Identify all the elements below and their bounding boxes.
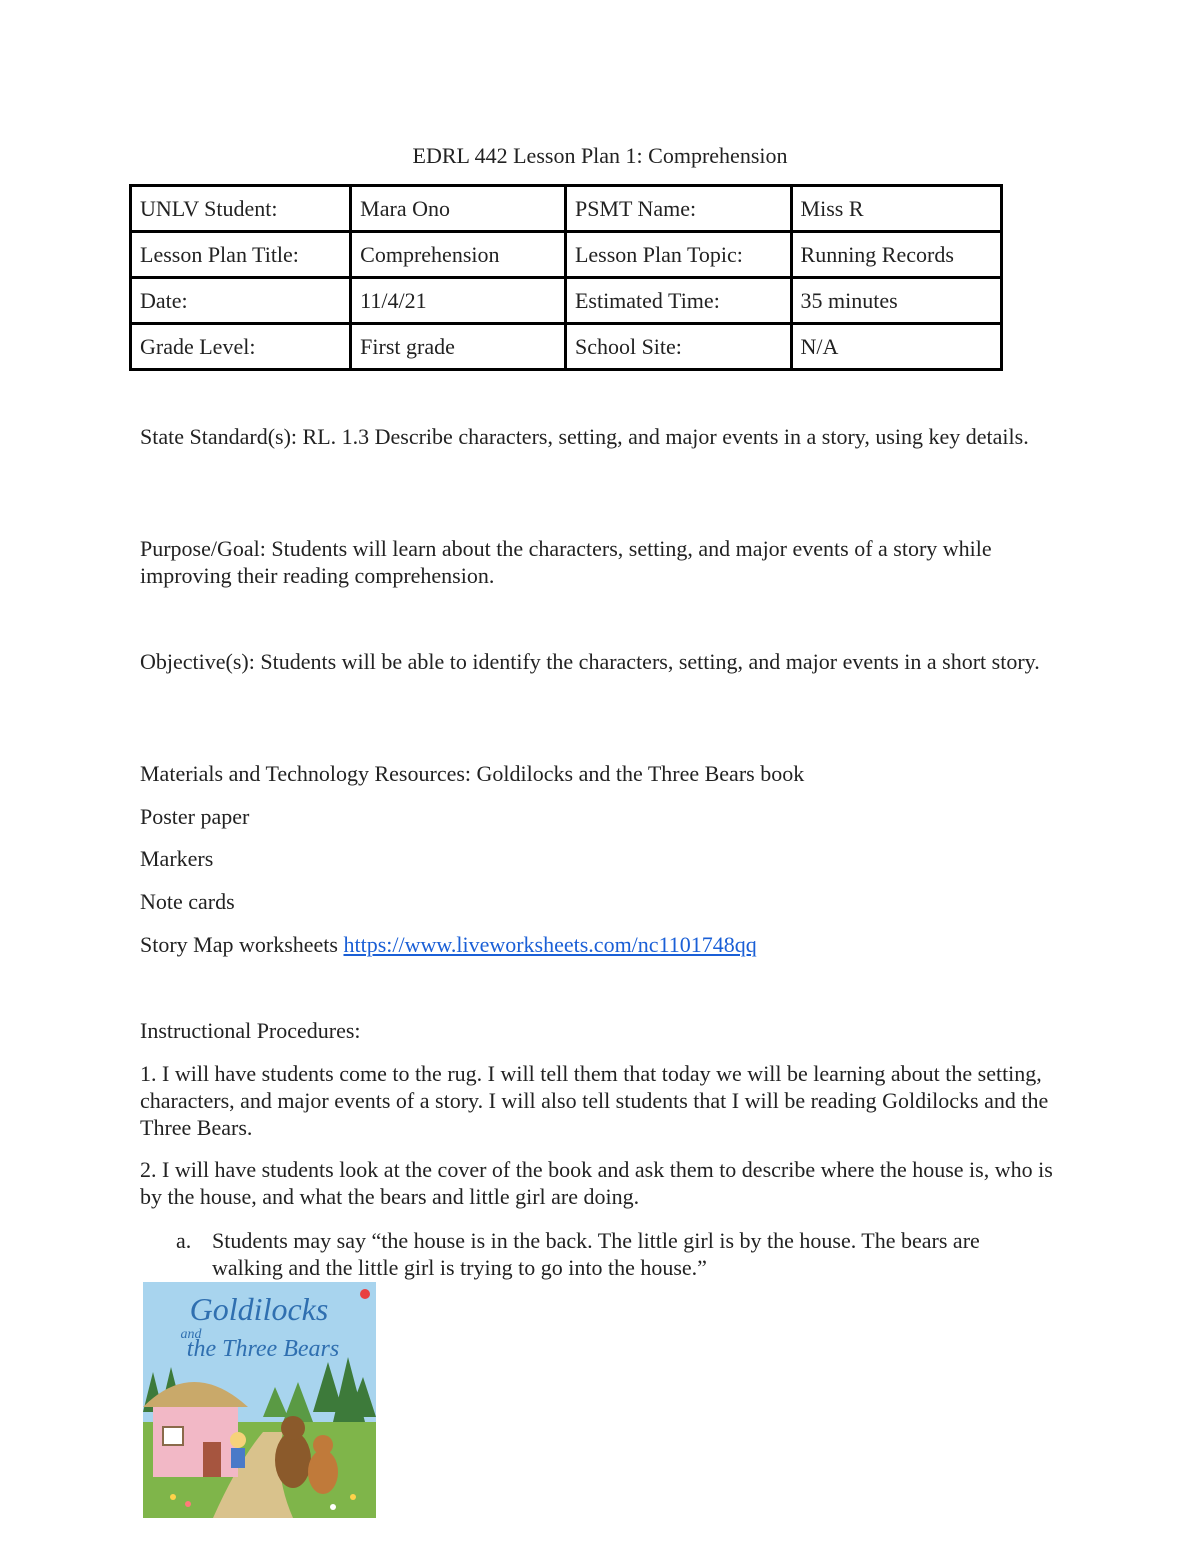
purpose-paragraph: Purpose/Goal: Students will learn about the characters, setting, and major events of a story while improving their reading comprehension. (140, 536, 992, 588)
lesson-info-table (129, 184, 1003, 371)
table-cell: Comprehension (351, 232, 566, 278)
table-cell: Running Records (791, 232, 1001, 278)
table-cell: Grade Level: (131, 324, 351, 370)
document-title: EDRL 442 Lesson Plan 1: Comprehension (412, 143, 788, 168)
list-marker: a. (176, 1228, 192, 1253)
cover-title-line1: Goldilocks (189, 1291, 329, 1327)
table-cell: Lesson Plan Topic: (565, 232, 791, 278)
table-cell: UNLV Student: (131, 186, 351, 232)
procedures-heading: Instructional Procedures: (140, 1018, 361, 1043)
worksheet-label: Story Map worksheets (140, 932, 344, 957)
table-row (131, 232, 1002, 278)
table-cell: Mara Ono (351, 186, 566, 232)
objectives-paragraph: Objective(s): Students will be able to identify the characters, setting, and major events in a short story. (140, 649, 1040, 674)
table-cell: 11/4/21 (351, 278, 566, 324)
worksheet-line (140, 931, 757, 958)
material-item: Note cards (140, 889, 235, 914)
cover-bear-big (275, 1432, 311, 1488)
cover-girl-body (231, 1448, 245, 1468)
procedure-step-2: 2. I will have students look at the cover of the book and ask them to describe where the house is, who is by the house, and what the bears and little girl are doing. (140, 1157, 1053, 1209)
table-cell: PSMT Name: (565, 186, 791, 232)
table-cell: School Site: (565, 324, 791, 370)
cover-girl-head (230, 1432, 246, 1448)
materials-heading: Materials and Technology Resources: Goldilocks and the Three Bears book (140, 761, 805, 786)
state-standard-paragraph: State Standard(s): RL. 1.3 Describe characters, setting, and major events in a story, using key details. (140, 424, 1029, 449)
book-cover-image (143, 1282, 376, 1518)
table-cell: 35 minutes (791, 278, 1001, 324)
cover-publisher-logo (360, 1289, 370, 1299)
cover-window (163, 1427, 183, 1445)
procedure-step-2a (176, 1227, 1056, 1281)
table-cell: Miss R (791, 186, 1001, 232)
table-row (131, 324, 1002, 370)
table-row (131, 186, 1002, 232)
cover-bear-mid (308, 1450, 338, 1494)
material-item: Poster paper (140, 804, 250, 829)
table-cell: Lesson Plan Title: (131, 232, 351, 278)
table-cell: Date: (131, 278, 351, 324)
worksheet-link[interactable]: https://www.liveworksheets.com/nc1101748qq (343, 932, 757, 957)
table-row (131, 278, 1002, 324)
list-item-text: Students may say “the house is in the back. The little girl is by the house. The bears are walking and the little girl is trying to go into the house.” (212, 1228, 980, 1280)
cover-door (203, 1442, 221, 1477)
cover-title-line3: the Three Bears (186, 1336, 340, 1362)
material-item: Markers (140, 846, 214, 871)
cover-bear-mid-head (313, 1435, 333, 1455)
table-cell: N/A (791, 324, 1001, 370)
table-cell: First grade (351, 324, 566, 370)
table-cell: Estimated Time: (565, 278, 791, 324)
procedure-step-1: 1. I will have students come to the rug. I will tell them that today we will be learning about the setting, characters, and major events of a story. I will also tell students that I will be reading Goldilocks and the Three Bears. (140, 1061, 1049, 1140)
cover-bear-big-head (281, 1416, 305, 1440)
cover-title-line2: and (180, 1327, 202, 1342)
